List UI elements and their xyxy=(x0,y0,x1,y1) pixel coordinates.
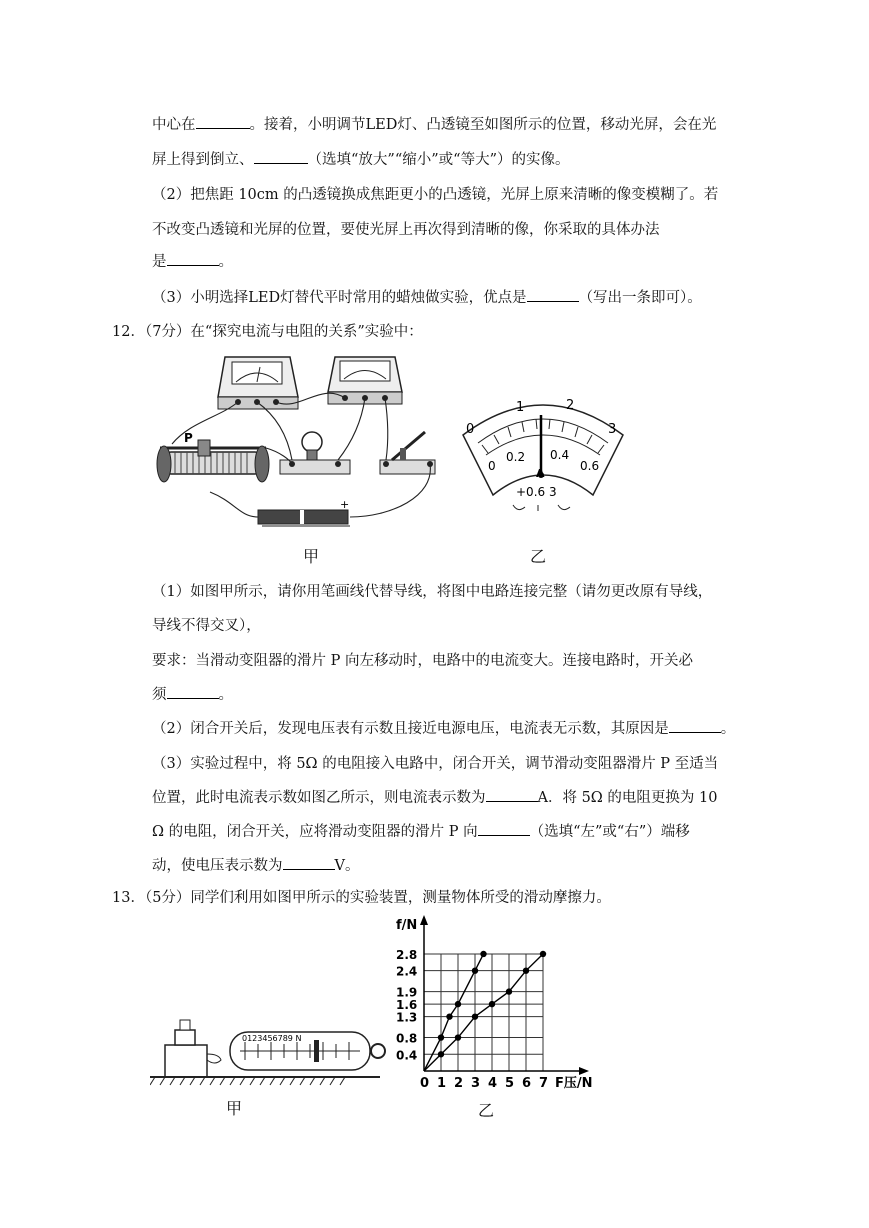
circuit-figure xyxy=(150,352,440,532)
x-axis-label: F压/N xyxy=(555,1076,593,1091)
x-tick-label: 2 xyxy=(454,1076,464,1091)
q12-line-3: 要求：当滑动变阻器的滑片 P 向左移动时，电路中的电流变大。连接电路时，开关必 xyxy=(152,653,693,669)
data-point xyxy=(438,1034,444,1040)
dial-top-2: 2 xyxy=(566,398,575,413)
q12-line-4: 须 。 xyxy=(152,687,233,703)
data-point xyxy=(446,1013,452,1019)
dial-bottom-0: 0 xyxy=(488,459,496,473)
y-tick-label: 1.9 xyxy=(396,985,418,1000)
figure-caption-b: 乙 xyxy=(530,547,547,566)
x-tick-label: 7 xyxy=(539,1076,549,1091)
x-tick-label: 3 xyxy=(471,1076,481,1091)
y-axis-arrow xyxy=(420,915,428,925)
q12-line-1: （1）如图甲所示，请你用笔画线代替导线，将图中电路连接完整（请勿更改原有导线， xyxy=(152,584,713,600)
answer-blank[interactable] xyxy=(486,788,538,802)
ammeter-icon xyxy=(328,357,402,404)
x-tick-label: 4 xyxy=(488,1076,498,1091)
dial-terminals: +0.6 3 xyxy=(516,485,557,499)
answer-blank[interactable] xyxy=(283,856,335,870)
q11-line-1: 中心在 。接着，小明调节LED灯、凸透镜至如图所示的位置，移动光屏，会在光 xyxy=(152,117,717,133)
dial-unit: A xyxy=(536,467,545,480)
q12-line-5: （2）闭合开关后，发现电压表有示数且接近电源电压，电流表无示数，其原因是 。 xyxy=(152,721,736,737)
data-point xyxy=(480,951,486,957)
q11-line-3: （2）把焦距 10cm 的凸透镜换成焦距更小的凸透镜，光屏上原来清晰的像变模糊了。若 xyxy=(152,187,719,203)
q12-title: 12．（7分）在“探究电流与电阻的关系”实验中： xyxy=(112,324,423,340)
figure-caption-a: 甲 xyxy=(303,547,320,566)
y-tick-label: 1.3 xyxy=(396,1010,418,1025)
dial-top-3: 3 xyxy=(608,422,617,437)
voltmeter-icon xyxy=(218,357,298,409)
data-point xyxy=(489,1001,495,1007)
svg-text:+: + xyxy=(340,498,350,511)
dial-top-0: 0 xyxy=(466,422,475,437)
x-axis-arrow xyxy=(579,1067,589,1075)
dial-bottom-2: 0.4 xyxy=(550,448,570,462)
q12-line-8: Ω 的电阻，闭合开关，应将滑动变阻器的滑片 P 向 （选填“左”或“右”）端移 xyxy=(152,824,690,840)
block-icon xyxy=(165,1020,207,1077)
answer-blank[interactable] xyxy=(196,115,250,129)
data-point xyxy=(472,1013,478,1019)
y-tick-label: 0.8 xyxy=(396,1031,418,1046)
dial-bottom-3: 0.6 xyxy=(580,459,600,473)
q11-line-5: 是 。 xyxy=(152,254,233,270)
slider-label: P xyxy=(184,431,193,445)
q11-line-6: （3）小明选择LED灯替代平时常用的蜡烛做实验，优点是 （写出一条即可）。 xyxy=(152,290,702,306)
data-point xyxy=(455,1001,461,1007)
q12-line-7: 位置，此时电流表示数如图乙所示，则电流表示数为 A．将 5Ω 的电阻更换为 10 xyxy=(152,790,718,806)
y-tick-label: 0.4 xyxy=(396,1048,418,1063)
figure-caption-b: 乙 xyxy=(478,1101,495,1120)
q11-line-2: 屏上得到倒立、 （选填“放大”“缩小”或“等大”）的实像。 xyxy=(152,152,570,168)
answer-blank[interactable] xyxy=(254,150,308,164)
q12-line-6: （3）实验过程中，将 5Ω 的电阻接入电路中，闭合开关，调节滑动变阻器滑片 P 至适当 xyxy=(152,756,719,772)
data-point xyxy=(472,967,478,973)
data-point xyxy=(523,967,529,973)
ammeter-dial-figure xyxy=(458,395,628,525)
q12-line-9: 动，使电压表示数为 V。 xyxy=(152,858,360,874)
x-tick-label: 1 xyxy=(437,1076,447,1091)
answer-blank[interactable] xyxy=(527,288,579,302)
friction-apparatus-figure xyxy=(150,1012,400,1092)
x-tick-label: 0 xyxy=(420,1076,430,1091)
q11-line-4: 不改变凸透镜和光屏的位置，要使光屏上再次得到清晰的像，你采取的具体办法 xyxy=(152,222,660,238)
friction-chart xyxy=(390,915,630,1095)
figure-caption-a: 甲 xyxy=(226,1099,243,1118)
rheostat-icon xyxy=(157,431,269,482)
y-axis-label: f/N xyxy=(396,918,418,933)
dial-top-1: 1 xyxy=(516,400,525,415)
data-point xyxy=(455,1034,461,1040)
data-point xyxy=(540,951,546,957)
dial-bottom-1: 0.2 xyxy=(506,450,526,464)
spring-scale-digits: 0123456789 N xyxy=(242,1034,302,1043)
answer-blank[interactable] xyxy=(478,822,530,836)
y-tick-label: 2.8 xyxy=(396,947,418,962)
x-tick-label: 6 xyxy=(522,1076,532,1091)
y-tick-label: 2.4 xyxy=(396,964,418,979)
data-point xyxy=(506,988,512,994)
y-tick-label: 1.6 xyxy=(396,998,418,1013)
battery-icon xyxy=(258,498,350,526)
q13-title: 13．（5分）同学们利用如图甲所示的实验装置，测量物体所受的滑动摩擦力。 xyxy=(112,890,611,906)
answer-blank[interactable] xyxy=(669,719,721,733)
data-point xyxy=(438,1051,444,1057)
spring-scale-icon xyxy=(230,1032,385,1070)
answer-blank[interactable] xyxy=(167,252,219,266)
answer-blank[interactable] xyxy=(167,685,219,699)
q12-line-2: 导线不得交叉）， xyxy=(152,618,261,634)
x-tick-label: 5 xyxy=(505,1076,515,1091)
